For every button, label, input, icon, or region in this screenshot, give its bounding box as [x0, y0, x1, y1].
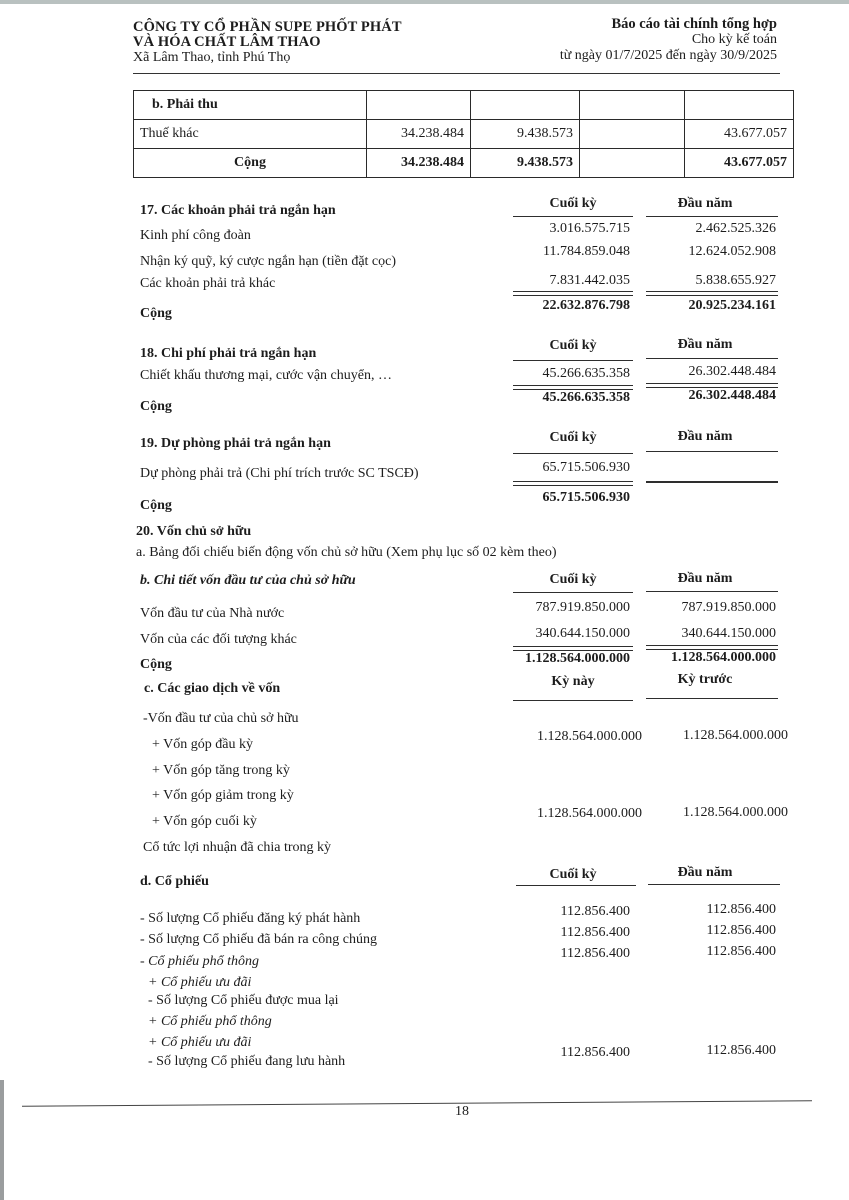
list-item: Vốn của các đối tượng khác 340.644.150.000 340.644.150.000: [140, 626, 776, 647]
total-value: 43.677.057: [685, 149, 794, 178]
subsection-title: b. Chi tiết vốn đầu tư của chủ sở hữu: [140, 573, 356, 588]
period-label: Cho kỳ kế toán: [691, 32, 777, 47]
table-heading: b. Phải thu: [134, 91, 367, 120]
cell-value: 34.238.484: [367, 120, 471, 149]
list-item: Các khoản phải trả khác 7.831.442.035 5.838.655.927: [140, 273, 776, 291]
list-item: Nhận ký quỹ, ký cược ngắn hạn (tiền đặt cọc) 11.784.859.048 12.624.052.908: [140, 244, 776, 269]
list-item: + Vốn góp đầu kỳ 1.128.564.000.000 1.128.564.000.000: [152, 728, 788, 752]
total-row: Cộng 1.128.564.000.000 1.128.564.000.000: [140, 650, 776, 672]
header-underline: [513, 453, 633, 454]
subsection-a-note: (Xem phụ lục số 02 kèm theo): [382, 545, 557, 560]
column-header: Cuối kỳ: [549, 430, 597, 445]
list-item: Dự phòng phải trả (Chi phí trích trước SC TSCĐ) 65.715.506.930: [140, 460, 630, 481]
section-title: 20. Vốn chủ sở hữu: [136, 524, 252, 539]
header-underline: [646, 216, 778, 217]
subsection-title: c. Các giao dịch về vốn: [144, 681, 281, 696]
list-item: Cổ tức lợi nhuận đã chia trong kỳ: [143, 840, 332, 855]
row-label: Thuế khác: [134, 120, 367, 149]
receivables-table: [133, 90, 794, 178]
cell-value: 43.677.057: [685, 120, 794, 149]
list-item: + Cổ phiếu ưu đãi: [148, 975, 252, 990]
scan-edge-top: [0, 0, 849, 4]
company-name-line1: CÔNG TY CỔ PHẦN SUPE PHỐT PHÁT: [133, 19, 402, 35]
list-item: + Vốn góp giảm trong kỳ: [152, 788, 294, 803]
header-underline: [516, 885, 636, 886]
subsection-a-title: a. Bảng đối chiếu biến động vốn chủ sở hữu: [136, 545, 383, 560]
list-item: + Vốn góp tăng trong kỳ: [152, 763, 290, 778]
subsection-b: [140, 573, 780, 593]
total-value: 34.238.484: [367, 149, 471, 178]
header-underline: [646, 451, 778, 452]
header-underline: [648, 884, 780, 885]
subsection-title: d. Cổ phiếu: [140, 874, 209, 889]
list-item: - Cổ phiếu phổ thông 112.856.400 112.856.400: [140, 944, 776, 969]
total-value: [580, 149, 685, 178]
header-underline: [513, 216, 633, 217]
cell-value: [580, 120, 685, 149]
company-header: [133, 20, 473, 66]
list-item: -Vốn đầu tư của chủ sở hữu: [143, 711, 299, 726]
list-item: - Số lượng Cổ phiếu đăng ký phát hành 112.856.400 112.856.400: [140, 902, 776, 926]
column-header: Đầu năm: [677, 337, 733, 352]
footer-divider: [22, 1100, 812, 1107]
total-row: Cộng 45.266.635.358 26.302.448.484: [140, 388, 776, 414]
column-header: Kỳ trước: [677, 672, 733, 687]
list-item: + Cổ phiếu phổ thông: [148, 1014, 272, 1029]
column-header: Cuối kỳ: [549, 572, 597, 587]
header-underline: [646, 698, 778, 699]
header-underline: [513, 700, 633, 701]
header-divider: [133, 73, 780, 74]
column-header: Cuối kỳ: [549, 867, 597, 882]
report-title: Báo cáo tài chính tổng hợp: [611, 16, 777, 32]
total-label: Cộng: [134, 149, 367, 178]
total-double-rule: [646, 291, 778, 296]
total-double-rule: [513, 291, 633, 296]
list-item: - Số lượng Cổ phiếu đã bán ra công chúng 112.856.400 112.856.400: [140, 923, 776, 947]
column-header: Cuối kỳ: [549, 196, 597, 211]
section-title: 18. Chi phí phải trả ngắn hạn: [140, 346, 317, 361]
section-title: 19. Dự phòng phải trả ngắn hạn: [140, 436, 331, 451]
column-header: Đầu năm: [677, 865, 733, 880]
list-item: Chiết khấu thương mại, cước vận chuyển, … 45.266.635.358 26.302.448.484: [140, 364, 776, 383]
subsection-a: [136, 545, 776, 565]
header-underline: [646, 358, 778, 359]
header-underline: [646, 591, 778, 592]
company-address: Xã Lâm Thao, tỉnh Phú Thọ: [133, 50, 291, 65]
section-title: 17. Các khoản phải trả ngắn hạn: [140, 203, 336, 218]
table-row: [134, 120, 794, 149]
list-item: Kinh phí công đoàn 3.016.575.715 2.462.525.326: [140, 221, 776, 243]
total-rule: [646, 481, 778, 483]
cell-value: 9.438.573: [471, 120, 580, 149]
list-item: Vốn đầu tư của Nhà nước 787.919.850.000 787.919.850.000: [140, 600, 776, 621]
list-item: + Cổ phiếu ưu đãi: [148, 1035, 252, 1050]
scan-edge-left: [0, 1080, 4, 1200]
column-header: Kỳ này: [551, 674, 595, 689]
report-header: [560, 16, 777, 64]
list-item: - Số lượng Cổ phiếu đang lưu hành 112.856.400 112.856.400: [148, 1043, 776, 1069]
column-header: Đầu năm: [677, 571, 733, 586]
company-name-line2: VÀ HÓA CHẤT LÂM THAO: [133, 34, 321, 50]
column-header: Cuối kỳ: [549, 338, 597, 353]
page-number: 18: [455, 1104, 469, 1119]
table-total-row: [134, 149, 794, 178]
table-row: [134, 91, 794, 120]
header-underline: [513, 592, 633, 593]
column-header: Đầu năm: [677, 429, 733, 444]
list-item: - Số lượng Cổ phiếu được mua lại: [148, 993, 339, 1008]
total-value: 9.438.573: [471, 149, 580, 178]
total-double-rule: [513, 481, 633, 486]
period-range: từ ngày 01/7/2025 đến ngày 30/9/2025: [559, 48, 777, 63]
header-underline: [513, 360, 633, 361]
total-row: Cộng 65.715.506.930: [140, 490, 630, 513]
column-header: Đầu năm: [677, 196, 733, 211]
list-item: + Vốn góp cuối kỳ 1.128.564.000.000 1.128.564.000.000: [152, 805, 788, 829]
total-row: Cộng 22.632.876.798 20.925.234.161: [140, 298, 776, 321]
